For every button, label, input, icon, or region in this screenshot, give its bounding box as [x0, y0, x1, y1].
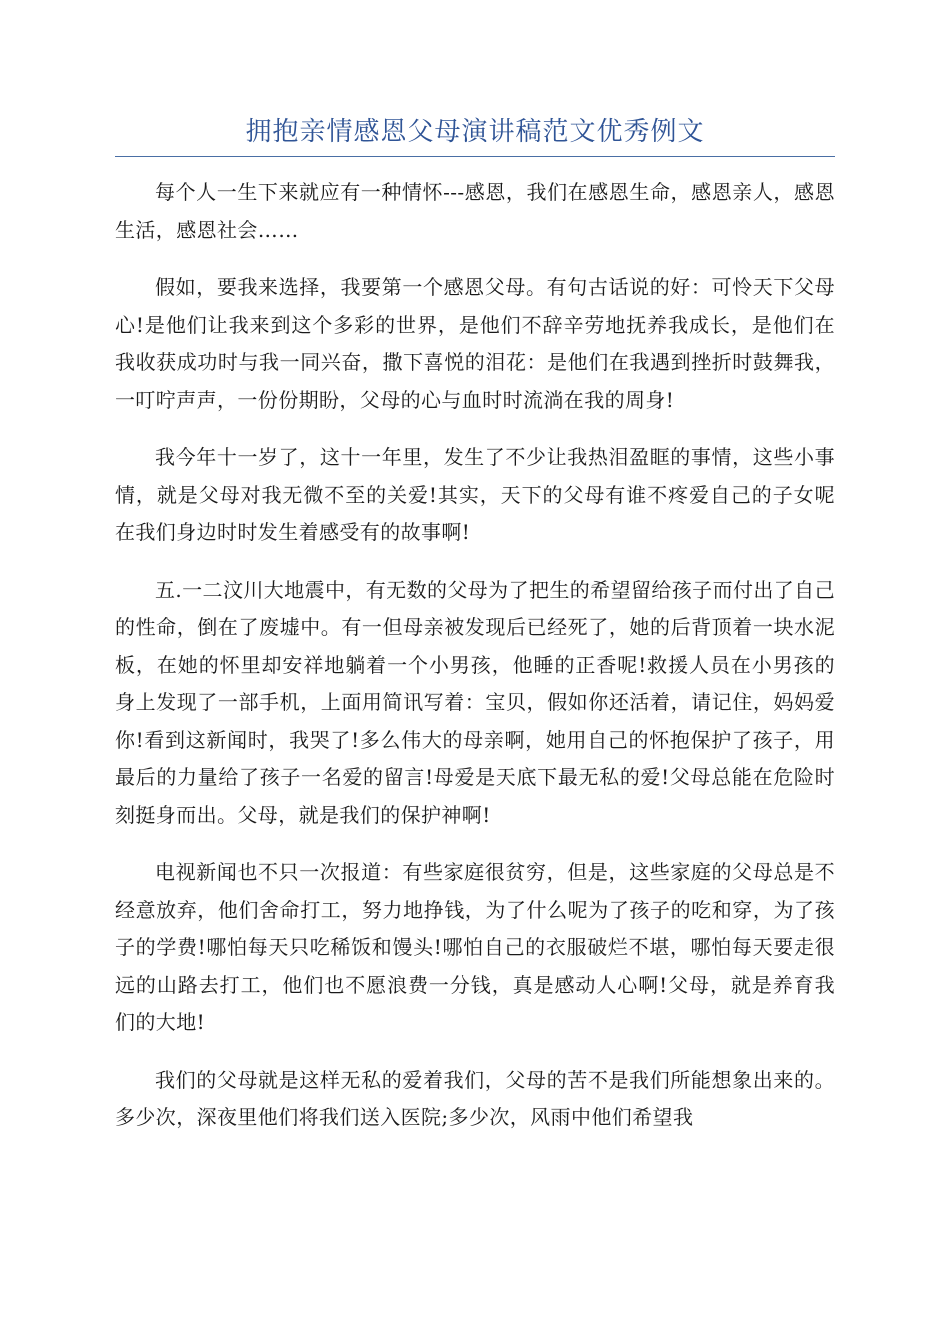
paragraph-4: 五.一二汶川大地震中，有无数的父母为了把生的希望留给孩子而付出了自己的性命，倒在了废墟中。有一但母亲被发现后已经死了，她的后背顶着一块水泥板，在她的怀里却安祥地躺着一个小男孩，他睡的正香呢!救援人员在小男孩的身上发现了一部手机，上面用简讯写着：宝贝，假如你还活着，请记住，妈妈爱你!看到这新闻时，我哭了!多么伟大的母亲啊，她用自己的怀抱保护了孩子，用最后的力量给了孩子一名爱的留言!母爱是天底下最无私的爱!父母总能在危险时刻挺身而出。父母，就是我们的保护神啊!	[115, 577, 835, 827]
paragraph-1: 每个人一生下来就应有一种情怀---感恩，我们在感恩生命，感恩亲人，感恩生活，感恩社会……	[115, 180, 835, 242]
paragraph-2: 假如，要我来选择，我要第一个感恩父母。有句古话说的好：可怜天下父母心!是他们让我来到这个多彩的世界，是他们不辞辛劳地抚养我成长，是他们在我收获成功时与我一同兴奋，撒下喜悦的泪花：是他们在我遇到挫折时鼓舞我，一叮咛声声，一份份期盼，父母的心与血时时流淌在我的周身!	[115, 275, 835, 412]
page-title: 拥抱亲情感恩父母演讲稿范文优秀例文	[245, 117, 705, 147]
paragraph-5: 电视新闻也不只一次报道：有些家庭很贫穷，但是，这些家庭的父母总是不经意放弃，他们舍命打工，努力地挣钱，为了什么呢为了孩子的吃和穿，为了孩子的学费!哪怕每天只吃稀饭和馒头!哪怕自己的衣服破烂不堪，哪怕每天要走很远的山路去打工，他们也不愿浪费一分钱，真是感动人心啊!父母，就是养育我们的大地!	[115, 860, 835, 1034]
paragraph-3: 我今年十一岁了，这十一年里，发生了不少让我热泪盈眶的事情，这些小事情，就是父母对我无微不至的关爱!其实，天下的父母有谁不疼爱自己的子女呢在我们身边时时发生着感受有的故事啊!	[115, 445, 835, 544]
document-body	[115, 174, 835, 1157]
title-block	[115, 112, 835, 157]
paragraph-6: 我们的父母就是这样无私的爱着我们，父母的苦不是我们所能想象出来的。多少次，深夜里他们将我们送入医院;多少次，风雨中他们希望我	[115, 1067, 835, 1129]
